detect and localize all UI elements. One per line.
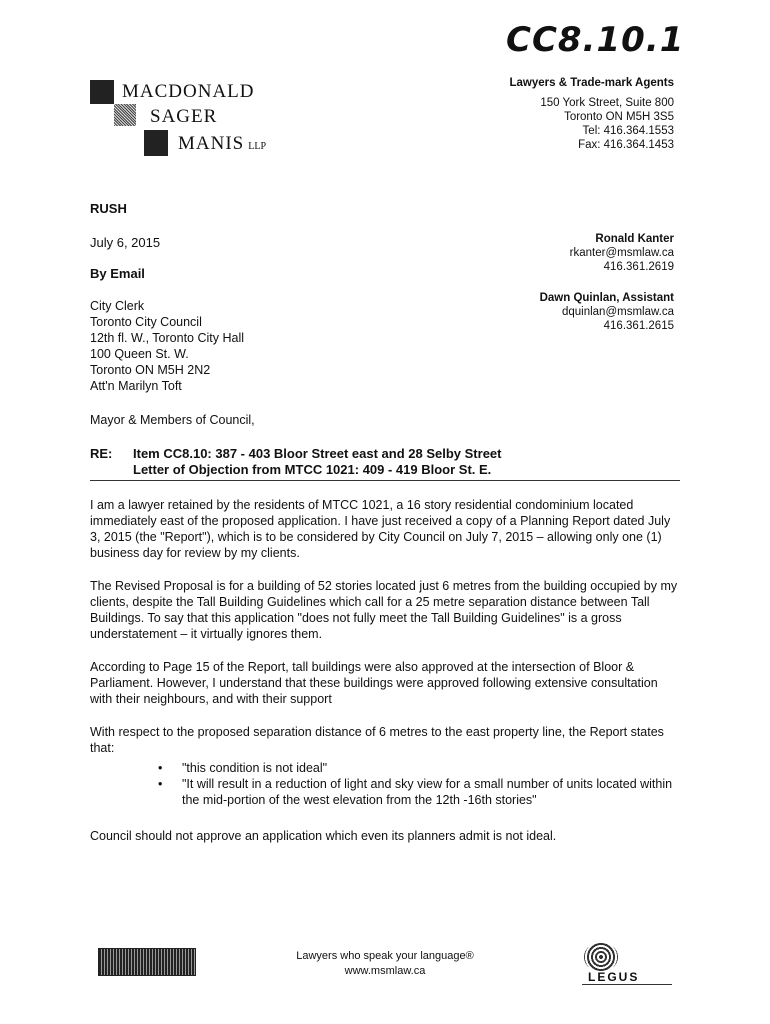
firm-address-2: Toronto ON M5H 3S5 [564, 111, 674, 123]
recipient-line: Toronto City Council [90, 315, 202, 329]
footer-tagline: Lawyers who speak your language® [296, 950, 474, 962]
sender-2-phone: 416.361.2615 [603, 320, 674, 332]
firm-tagline: Lawyers & Trade-mark Agents [509, 77, 674, 89]
handwritten-reference: CC8.10.1 [506, 20, 685, 60]
footer-website: www.msmlaw.ca [344, 965, 426, 977]
paragraph-5: Council should not approve an application which even its planners admit is not ideal. [90, 829, 557, 843]
recipient-line: 100 Queen St. W. [90, 347, 189, 361]
recipient-line: City Clerk [90, 299, 145, 313]
re-rule [90, 480, 680, 481]
logo-square-2 [114, 104, 136, 126]
logo-square-1 [90, 80, 114, 104]
recipient-line: 12th fl. W., Toronto City Hall [90, 331, 244, 345]
firm-tel: Tel: 416.364.1553 [582, 125, 674, 137]
paragraph-3: According to Page 15 of the Report, tall buildings were also approved at the intersection of Bloor & Parliament. However, I understand that these buildings were approved following extensive consultation with their neighbours, and with their support [90, 660, 658, 706]
re-line-2: Letter of Objection from MTCC 1021: 409 - 419 Bloor St. E. [133, 462, 492, 477]
recipient-line: Toronto ON M5H 2N2 [90, 363, 211, 377]
logo-word-sager: SAGER [150, 106, 218, 127]
paragraph-1: I am a lawyer retained by the residents of MTCC 1021, a 16 story residential condominium located immediately east of the proposed application. I have just received a copy of a Planning Report dated July 3, 2015 (the "Report"), which is to be considered by City Council on July 7, 2015 – allowing only one (1) business day for review by my clients. [90, 498, 671, 560]
footer [0, 949, 770, 979]
firm-logo [90, 76, 290, 166]
salutation: Mayor & Members of Council, [90, 413, 255, 427]
sender-1-email: rkanter@msmlaw.ca [569, 247, 674, 259]
re-label: RE: [90, 446, 113, 461]
legus-globe-icon [584, 942, 618, 972]
logo-word-manis [178, 133, 266, 155]
logo-llp: LLP [248, 141, 267, 152]
legus-rule [582, 984, 672, 985]
delivery-method: By Email [90, 266, 145, 281]
re-line-1: Item CC8.10: 387 - 403 Bloor Street east and 28 Selby Street [133, 446, 502, 461]
sender-2-email: dquinlan@msmlaw.ca [561, 306, 674, 318]
sender-1 [570, 232, 674, 274]
urgency-label: RUSH [90, 201, 127, 216]
bullet-item: • "this condition is not ideal" [158, 760, 678, 776]
recipient-address [90, 298, 244, 394]
sender-2-name: Dawn Quinlan, Assistant [539, 292, 674, 304]
sender-1-name: Ronald Kanter [595, 233, 674, 245]
bullet-item: • "It will result in a reduction of light and sky view for a small number of units located within the mid-portion of the west elevation from the 12th -16th stories" [158, 776, 678, 808]
bullet-list [158, 760, 678, 808]
paragraph-4: With respect to the proposed separation distance of 6 metres to the east property line, the Report states that: [90, 725, 664, 755]
letter-date: July 6, 2015 [90, 235, 161, 250]
legus-logo: LEGUS [588, 970, 640, 984]
sender-1-phone: 416.361.2619 [603, 261, 674, 273]
recipient-line: Att'n Marilyn Toft [90, 379, 182, 393]
logo-word-manis-text: MANIS [178, 133, 245, 154]
firm-address-1: 150 York Street, Suite 800 [540, 97, 674, 109]
logo-square-3 [144, 130, 168, 156]
paragraph-2: The Revised Proposal is for a building of 52 stories located just 6 metres from the building occupied by my clients, despite the Tall Building Guidelines which call for a 25 metre separation distance between Tall Buildings. To say that this application "does not fully meet the Tall Building Guidelines" is a gross understatement – it virtually ignores them. [90, 579, 678, 641]
firm-info [510, 76, 674, 152]
firm-fax: Fax: 416.364.1453 [578, 139, 674, 151]
logo-word-macdonald: MACDONALD [122, 81, 255, 102]
sender-2 [540, 291, 674, 333]
